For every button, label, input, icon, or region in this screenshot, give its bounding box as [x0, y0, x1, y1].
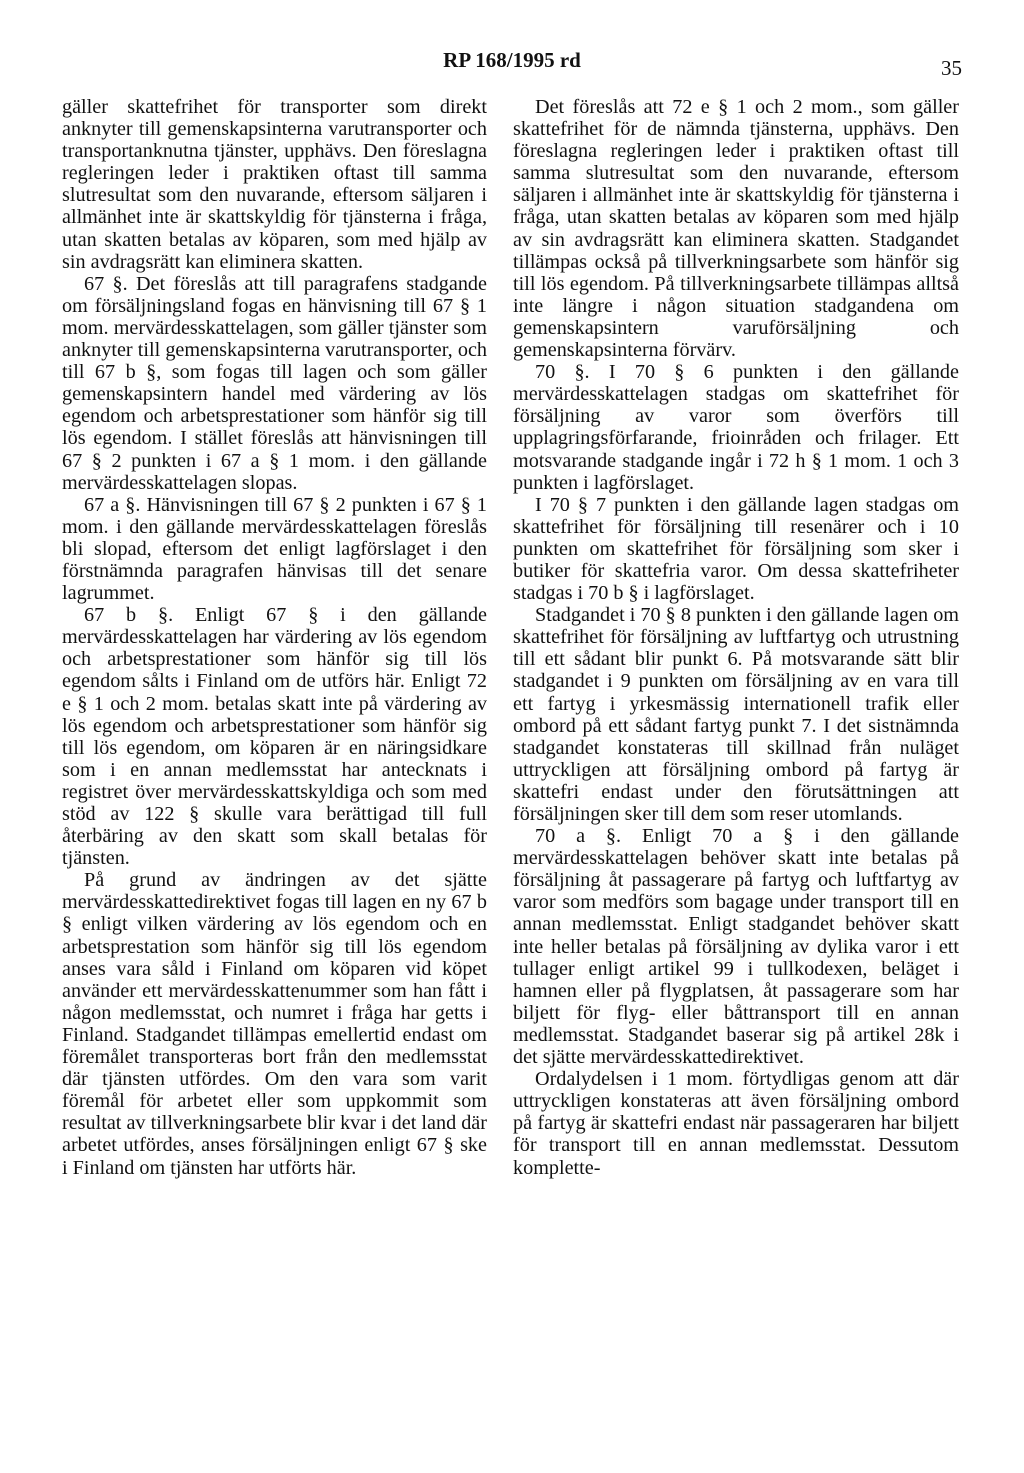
paragraph: 70 a §. Enligt 70 a § i den gällande mervärdesskattelagen behöver skatt inte betalas på försäljning åt passagerare på fartyg och luftfartyg av varor som medförs som bagage under transport till en annan medlemsstat. Enligt stadgandet behöver skatt inte heller betalas på försäljning av dylika varor i ett tullager enligt artikel 99 i tullkodexen, beläget i hamnen eller på flygplatsen, åt passagerare som har biljett för flyg- eller båttransport till en annan medlemsstat. Stadgandet baserar sig på artikel 28k i det sjätte mervärdesskattedirektivet. — [513, 825, 959, 1069]
left-column — [62, 96, 487, 1179]
paragraph: gäller skattefrihet för transporter som direkt anknyter till gemenskapsinterna varutransporter och transportanknutna tjänster, upphävs. Den föreslagna regleringen leder i praktiken oftast till samma slutresultat som den nuvarande, eftersom säljaren i allmänhet inte är skattskyldig för tjänsterna i fråga, utan skatten betalas av köparen, som med hjälp av sin avdragsrätt kan eliminera skatten. — [62, 96, 487, 273]
paragraph: 70 §. I 70 § 6 punkten i den gällande mervärdesskattelagen stadgas om skattefrihet för försäljning av varor som överförs till upplagringsförfarande, frioinråden och frilager. Ett motsvarande stadgande ingår i 72 h § 1 mom. 1 och 3 punkten i lagförslaget. — [513, 361, 959, 494]
page-header — [0, 48, 1024, 84]
document-reference: RP 168/1995 rd — [443, 48, 581, 72]
paragraph: På grund av ändringen av det sjätte mervärdesskattedirektivet fogas till lagen en ny 67 b § enligt vilken värdering av lös egendom och en arbetsprestation som hänför sig till lös egendom anses vara såld i Finland om köparen vid köpet använder ett mervärdesskattenummer som han fått i någon medlemsstat, och numret i fråga har getts i Finland. Stadgandet tillämpas emellertid endast om föremålet transporteras bort från den medlemsstat där tjänsten utfördes. Om den vara som varit föremål för arbetet eller som uppkommit som resultat av tillverkningsarbete blir kvar i det land där arbetet utfördes, anses försäljningen enligt 67 § ske i Finland om tjänsten har utförts här. — [62, 869, 487, 1179]
paragraph: Stadgandet i 70 § 8 punkten i den gällande lagen om skattefrihet för försäljning av luftfartyg och utrustning till ett sådant blir punkt 6. På motsvarande sätt blir stadgandet i 9 punkten om försäljning av en vara till ett fartyg i yrkesmässig internationell trafik eller ombord på ett sådant fartyg punkt 7. I det sistnämnda stadgandet konstateras till skillnad från nuläget uttryckligen att försäljning ombord på fartyg är skattefri endast under den förutsättningen att försäljningen sker till dem som reser utomlands. — [513, 604, 959, 825]
paragraph: 67 b §. Enligt 67 § i den gällande mervärdesskattelagen har värdering av lös egendom och arbetsprestationer som hänför sig till lös egendom sålts i Finland om de utförs här. Enligt 72 e § 1 och 2 mom. betalas skatt inte på värdering av lös egendom och arbetsprestationer som hänför sig till lös egendom, om köparen är en näringsidkare som i en annan medlemsstat har antecknats i registret över mervärdesskattskyldiga och som med stöd av 122 § skulle vara berättigad till full återbäring av den skatt som skall betalas för tjänsten. — [62, 604, 487, 870]
paragraph: 67 a §. Hänvisningen till 67 § 2 punkten i 67 § 1 mom. i den gällande mervärdesskattelagen föreslås bli slopad, eftersom det enligt lagförslaget i den förstnämnda paragrafen hänvisas till det senare lagrummet. — [62, 493, 487, 605]
right-column — [513, 96, 959, 1179]
paragraph: Det föreslås att 72 e § 1 och 2 mom., som gäller skattefrihet för de nämnda tjänsterna, upphävs. Den föreslagna regleringen leder i praktiken oftast till samma slutresultat som den nuvarande, eftersom säljaren i allmänhet inte är skattskyldig för tjänsterna i fråga, utan skatten betalas av köparen som med hjälp av sin avdragsrätt kan eliminera skatten. Stadgandet tillämpas också på tillverkningsarbete som hänför sig till lös egendom. På tillverkningsarbete tillämpas alltså inte längre i någon situation stadgandena om gemenskapsintern varuförsäljning och gemenskapsinterna förvärv. — [513, 96, 959, 362]
page-number: 35 — [941, 56, 962, 80]
paragraph: I 70 § 7 punkten i den gällande lagen stadgas om skattefrihet för försäljning till resenärer och i 10 punkten om skattefrihet för försäljning som sker i butiker för skattefria varor. Om dessa skattefriheter stadgas i 70 b § i lagförslaget. — [513, 493, 959, 605]
paragraph: Ordalydelsen i 1 mom. förtydligas genom att där uttryckligen konstateras att även försäljning ombord på fartyg är skattefri endast när passageraren har biljett för transport till en annan medlemsstat. Dessutom komplette- — [513, 1068, 959, 1179]
paragraph: 67 §. Det föreslås att till paragrafens stadgande om försäljningsland fogas en hänvisning till 67 § 1 mom. mervärdesskattelagen, som gäller tjänster som anknyter till gemenskapsinterna varutransporter, och till 67 b §, som fogas till lagen och som gäller gemenskapsintern handel med värdering av lös egendom och arbetsprestationer som hänför sig till lös egendom. I stället föreslås att hänvisningen till 67 § 2 punkten i 67 a § 1 mom. i den gällande mervärdesskattelagen slopas. — [62, 272, 487, 494]
